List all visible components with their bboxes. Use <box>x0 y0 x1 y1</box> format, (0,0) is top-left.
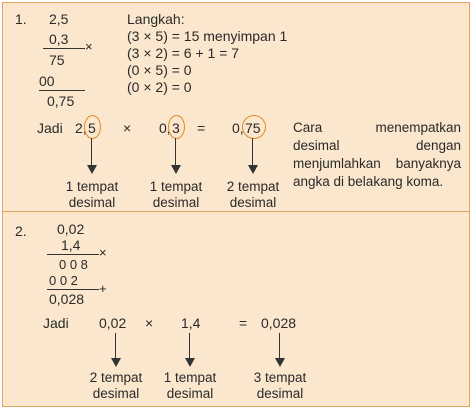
multiplier-1: 0,3 <box>49 31 69 47</box>
eq1-equals: = <box>197 120 206 136</box>
partial-product-2a: 0 0 8 <box>59 257 88 272</box>
partial-product-1a: 75 <box>49 52 65 68</box>
eq2-equals: = <box>239 315 248 331</box>
eq1-times: × <box>123 120 132 136</box>
multiply-line-1 <box>43 48 85 49</box>
eq2-c: 0,028 <box>261 315 297 331</box>
eq2-b: 1,4 <box>181 315 201 331</box>
eq2-times: × <box>145 315 154 331</box>
step-1: (3 × 5) = 15 menyimpan 1 <box>127 28 288 44</box>
multiplicand-2: 0,02 <box>57 221 85 237</box>
eq1-b-int: 0, <box>159 120 171 136</box>
label-line-1: 2 tempat <box>89 370 143 385</box>
sum-line-2 <box>47 289 99 290</box>
down-arrow-icon <box>85 138 99 174</box>
eq1-a-int: 2, <box>75 120 87 136</box>
multiply-line-2 <box>47 254 99 255</box>
down-arrow-icon <box>183 333 197 367</box>
step-4: (0 × 2) = 0 <box>127 79 192 95</box>
decimal-label-2c <box>240 370 320 402</box>
eq2-a: 0,02 <box>99 315 127 331</box>
partial-product-1b: 00 <box>39 73 55 89</box>
step-2: (3 × 2) = 6 + 1 = 7 <box>127 45 240 61</box>
result-1: 0,75 <box>47 93 75 109</box>
label-line-2: desimal <box>68 195 116 210</box>
example-panel <box>2 2 470 407</box>
label-line-2: desimal <box>229 195 277 210</box>
down-arrow-icon <box>109 333 123 367</box>
multiplicand-1: 2,5 <box>49 11 69 27</box>
example-2-number: 2. <box>15 223 27 239</box>
label-line-1: 1 tempat <box>163 370 217 385</box>
jadi-label-1: Jadi <box>37 120 63 136</box>
partial-product-2b: 0 0 2 <box>49 273 78 288</box>
steps-title: Langkah: <box>127 11 185 27</box>
times-sign-2: × <box>99 245 107 260</box>
eq1-c-dec: 75 <box>245 120 261 136</box>
down-arrow-icon <box>246 138 260 174</box>
eq1-a-dec: 5 <box>88 120 96 136</box>
label-line-2: desimal <box>152 195 200 210</box>
decimal-label-1a <box>52 179 132 211</box>
explanation-text: Cara menempatkan desimal dengan menjumlahkan banyaknya angka di belakang koma. <box>293 120 461 189</box>
eq1-b-dec: 3 <box>172 120 180 136</box>
times-sign-1: × <box>85 39 93 54</box>
down-arrow-icon <box>169 138 183 174</box>
decimal-label-1c <box>213 179 293 211</box>
decimal-label-1b <box>136 179 216 211</box>
decimal-circle-1b <box>168 115 185 139</box>
section-divider <box>3 211 469 212</box>
label-line-2: desimal <box>92 386 140 401</box>
label-line-1: 3 tempat <box>253 370 307 385</box>
eq1-c-int: 0, <box>232 120 244 136</box>
decimal-label-2a <box>76 370 156 402</box>
label-line-1: 2 tempat <box>226 179 280 194</box>
sum-line-1 <box>39 90 85 91</box>
label-line-2: desimal <box>166 386 214 401</box>
result-2: 0,028 <box>49 291 85 307</box>
decimal-circle-1c <box>242 115 266 139</box>
example-1-number: 1. <box>15 11 27 27</box>
step-3: (0 × 5) = 0 <box>127 62 192 78</box>
decimal-circle-1a <box>84 115 101 139</box>
label-line-1: 1 tempat <box>149 179 203 194</box>
multiplier-2: 1,4 <box>61 237 81 253</box>
label-line-1: 1 tempat <box>65 179 119 194</box>
decimal-label-2b <box>150 370 230 402</box>
plus-sign-2: + <box>99 281 107 296</box>
down-arrow-icon <box>273 333 287 367</box>
jadi-label-2: Jadi <box>43 315 69 331</box>
label-line-2: desimal <box>256 386 304 401</box>
